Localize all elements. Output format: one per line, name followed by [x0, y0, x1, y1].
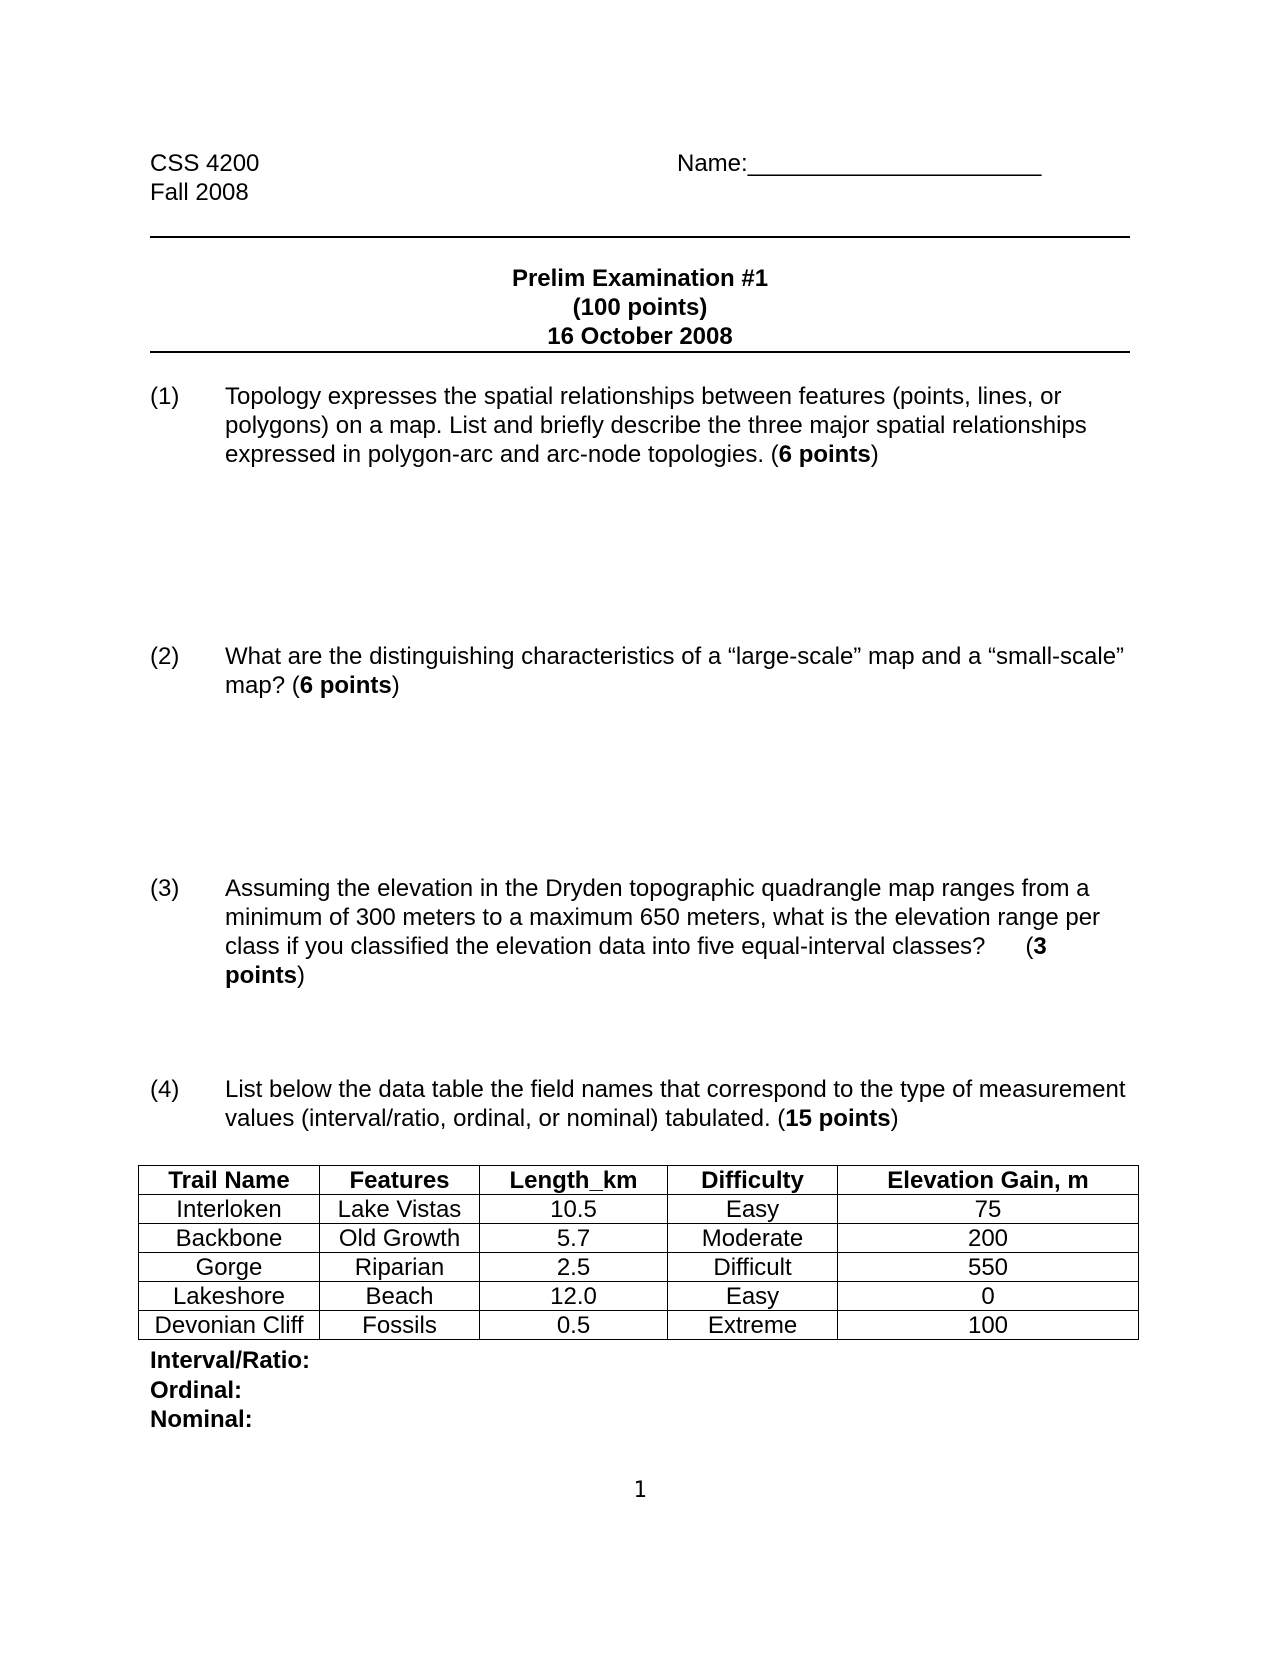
ordinal-label: Ordinal: [150, 1377, 243, 1404]
question-number: (3) [150, 875, 180, 902]
table-cell: Easy [668, 1282, 838, 1311]
table-cell: 5.7 [480, 1224, 668, 1253]
column-header: Difficulty [668, 1166, 838, 1195]
table-cell: Lake Vistas [320, 1195, 480, 1224]
column-header: Trail Name [139, 1166, 320, 1195]
table-row [139, 1282, 1139, 1311]
question-tail: ) [890, 1105, 899, 1132]
table-cell: Interloken [139, 1195, 320, 1224]
question-tail: ) [870, 441, 879, 468]
table-row [139, 1195, 1139, 1224]
table-header-row [139, 1166, 1139, 1195]
exam-points-total: (100 points) [572, 294, 708, 321]
question-tail: ) [391, 672, 400, 699]
question-body: What are the distinguishing characteristics of a “large-scale” map and a “small-scale” map? ( [225, 643, 1125, 699]
question-body: Topology expresses the spatial relationships between features (points, lines, or polygons) on a map. List and briefly describe the three major spatial relationships expressed in polygon-arc and arc-node topologies. ( [225, 383, 1087, 468]
term: Fall 2008 [150, 179, 249, 206]
question-text [225, 1075, 1130, 1133]
question-text [225, 874, 1130, 990]
question-number: (4) [150, 1076, 180, 1103]
table-cell: Moderate [668, 1224, 838, 1253]
table-cell: 100 [838, 1311, 1139, 1340]
column-header: Length_km [480, 1166, 668, 1195]
table-cell: Backbone [139, 1224, 320, 1253]
table-cell: Easy [668, 1195, 838, 1224]
table-cell: Devonian Cliff [139, 1311, 320, 1340]
trail-data-table [138, 1165, 1139, 1340]
table-cell: 0.5 [480, 1311, 668, 1340]
name-field-label: Name:______________________ [677, 150, 1042, 177]
table-row [139, 1253, 1139, 1282]
course-code: CSS 4200 [150, 150, 260, 177]
question-number: (1) [150, 383, 180, 410]
question-number: (2) [150, 643, 180, 670]
question-body: List below the data table the field names that correspond to the type of measurement values (interval/ratio, ordinal, or nominal) tabulated. ( [225, 1076, 1126, 1132]
table-cell: Beach [320, 1282, 480, 1311]
nominal-label: Nominal: [150, 1406, 253, 1433]
question-body: Assuming the elevation in the Dryden topographic quadrangle map ranges from a minimum of 300 meters to a maximum 650 meters, what is the elevation range per class if you classified the elevation data into five equal-interval classes? ( [225, 875, 1107, 960]
table-cell: Riparian [320, 1253, 480, 1282]
table-cell: Lakeshore [139, 1282, 320, 1311]
table-cell: Gorge [139, 1253, 320, 1282]
question-points: 3 points [225, 933, 1054, 989]
table-cell: 200 [838, 1224, 1139, 1253]
header-rule [150, 236, 1130, 238]
table-cell: 10.5 [480, 1195, 668, 1224]
exam-title [150, 264, 1130, 351]
interval-ratio-label: Interval/Ratio: [150, 1347, 311, 1374]
table-cell: 12.0 [480, 1282, 668, 1311]
table-cell: 2.5 [480, 1253, 668, 1282]
question-points: 6 points [778, 441, 871, 468]
page-number: 1 [633, 1478, 647, 1503]
table-cell: Old Growth [320, 1224, 480, 1253]
column-header: Elevation Gain, m [838, 1166, 1139, 1195]
table-cell: 550 [838, 1253, 1139, 1282]
exam-title-line: Prelim Examination #1 [511, 265, 769, 292]
table-row [139, 1224, 1139, 1253]
table-cell: Fossils [320, 1311, 480, 1340]
title-rule [150, 351, 1130, 353]
exam-date: 16 October 2008 [547, 323, 733, 350]
question-tail: ) [297, 962, 305, 989]
table-cell: Extreme [668, 1311, 838, 1340]
question-text [225, 642, 1130, 700]
question-text [225, 382, 1130, 469]
table-cell: 75 [838, 1195, 1139, 1224]
question-points: 15 points [785, 1105, 891, 1132]
table-cell: Difficult [668, 1253, 838, 1282]
question-points: 6 points [299, 672, 392, 699]
table-row [139, 1311, 1139, 1340]
table-cell: 0 [838, 1282, 1139, 1311]
column-header: Features [320, 1166, 480, 1195]
